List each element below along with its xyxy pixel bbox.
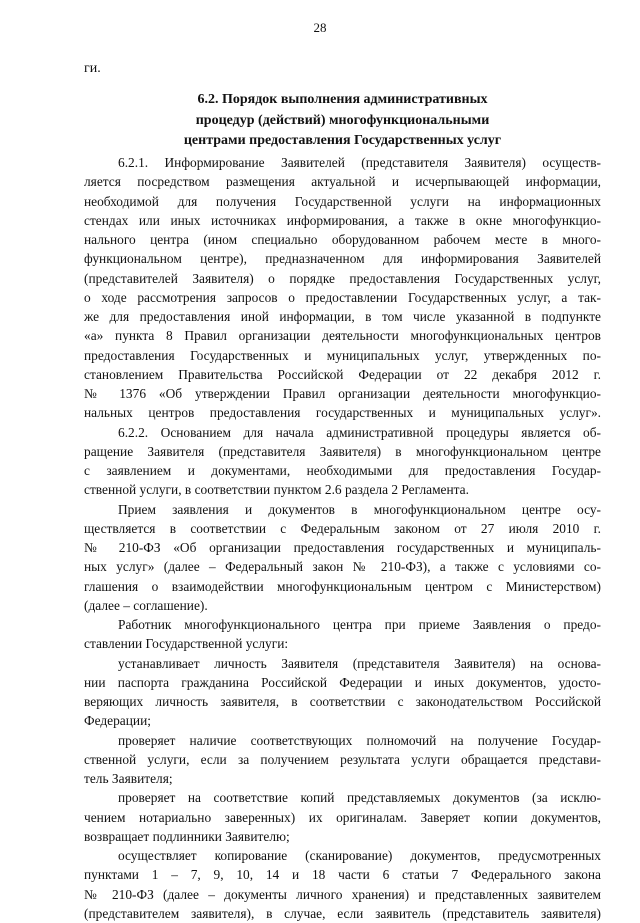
text-line: становлением Правительства Российской Федерации от 22 декабря 2012 г. xyxy=(84,366,601,382)
text-line: Федерации; xyxy=(84,713,151,729)
text-line: № 210-ФЗ (далее – документы личного хранения) и представленных заявителем xyxy=(84,886,601,902)
paragraph xyxy=(84,615,601,654)
body-text xyxy=(84,153,601,923)
text-line: 6.2.2. Основанием для начала административной процедуры является об- xyxy=(118,424,601,440)
text-line: предоставления Государственных и муниципальных услуг, утвержденных по- xyxy=(84,347,601,363)
text-line: (представителей Заявителя) о порядке предоставления Государственных услуг, xyxy=(84,270,601,286)
text-line: № 1376 «Об утверждении Правил организации деятельности многофункцио- xyxy=(84,386,601,401)
text-line: нального центра (ином специально оборудованном рабочем месте в много- xyxy=(84,232,601,247)
continuation-text: ги. xyxy=(84,61,101,76)
text-line: тель Заявителя; xyxy=(84,771,173,786)
text-line: стендах или иных источниках информирования, а также в окне многофункцио- xyxy=(84,212,601,228)
text-line: Работник многофункционального центра при приеме Заявления о предо- xyxy=(118,617,601,632)
text-line: 6.2.1. Информирование Заявителей (представителя Заявителя) осуществ- xyxy=(118,155,601,170)
text-line: Прием заявления и документов в многофункциональном центре осу- xyxy=(118,501,601,517)
paragraph xyxy=(84,731,601,789)
section-heading-line: центрами предоставления Государственных услуг xyxy=(183,133,502,148)
text-line: устанавливает личность Заявителя (представителя Заявителя) на основа- xyxy=(118,655,601,671)
text-line: осуществляет копирование (сканирование) документов, предусмотренных xyxy=(118,848,601,863)
page-number: 28 xyxy=(313,20,327,35)
text-line: проверяет наличие соответствующих полномочий на получение Государ- xyxy=(118,732,601,748)
paragraph xyxy=(84,788,601,846)
text-line: № 210-ФЗ «Об организации предоставления государственных и муниципаль- xyxy=(84,540,601,555)
text-line: нии паспорта гражданина Российской Федерации и иных документов, удосто- xyxy=(84,674,601,690)
text-line: проверяет на соответствие копий представляемых документов (за исклю- xyxy=(118,790,601,806)
paragraph xyxy=(84,500,601,616)
text-line: с заявлением и документами, необходимыми для предоставления Государ- xyxy=(84,463,601,478)
paragraph xyxy=(84,153,601,423)
text-line: ных услуг» (далее – Федеральный закон № 210-ФЗ), а также с условиями со- xyxy=(84,559,601,575)
text-line: ляется посредством размещения актуальной и исчерпывающей информации, xyxy=(84,174,601,190)
paragraph xyxy=(84,654,601,731)
text-line: (далее – соглашение). xyxy=(84,597,208,613)
text-line: ществляется в соответствии с Федеральным законом от 27 июля 2010 г. xyxy=(84,520,601,536)
text-line: глашения о взаимодействии многофункциональным центром с Министерством) xyxy=(84,578,601,594)
text-line: ственной услуги, в соответствии пунктом 2.6 раздела 2 Регламента. xyxy=(84,482,469,498)
paragraph xyxy=(84,423,601,500)
text-line: «а» пункта 8 Правил организации деятельности многофункциональных центров xyxy=(84,328,601,344)
paragraph xyxy=(84,846,601,923)
text-line: ственной услуги, если за получением результата услуги обращается представи- xyxy=(84,751,601,767)
text-line: (представителем заявителя), в случае, если заявитель (представитель заявителя) xyxy=(84,905,601,921)
section-heading xyxy=(84,90,601,152)
text-line: возвращает подлинники Заявителю; xyxy=(84,828,290,844)
text-line: же для предоставления иной информации, в том числе указанной в подпункте xyxy=(84,309,601,324)
text-line: чением нотариально заверенных) их оригиналам. Заверяет копии документов, xyxy=(84,809,601,825)
text-line: о ходе рассмотрения запросов о предоставлении Государственных услуг, а так- xyxy=(84,289,601,305)
text-line: пунктами 1 – 7, 9, 10, 14 и 18 части 6 статьи 7 Федерального закона xyxy=(84,867,601,883)
text-line: ращение Заявителя (представителя Заявителя) в многофункциональном центре xyxy=(84,443,601,459)
section-heading-line: 6.2. Порядок выполнения административных xyxy=(197,92,488,107)
text-line: функциональном центре), предназначенном для информирования Заявителей xyxy=(84,251,601,267)
text-line: нальных центров предоставления государственных и муниципальных услуг». xyxy=(84,405,601,421)
text-line: необходимой для получения Государственной услуги на информационных xyxy=(84,193,601,209)
text-line: ставлении Государственной услуги: xyxy=(84,636,289,652)
section-heading-line: процедур (действий) многофункциональными xyxy=(195,112,490,128)
text-line: веряющих личность заявителя, в соответствии с законодательством Российской xyxy=(84,694,601,709)
